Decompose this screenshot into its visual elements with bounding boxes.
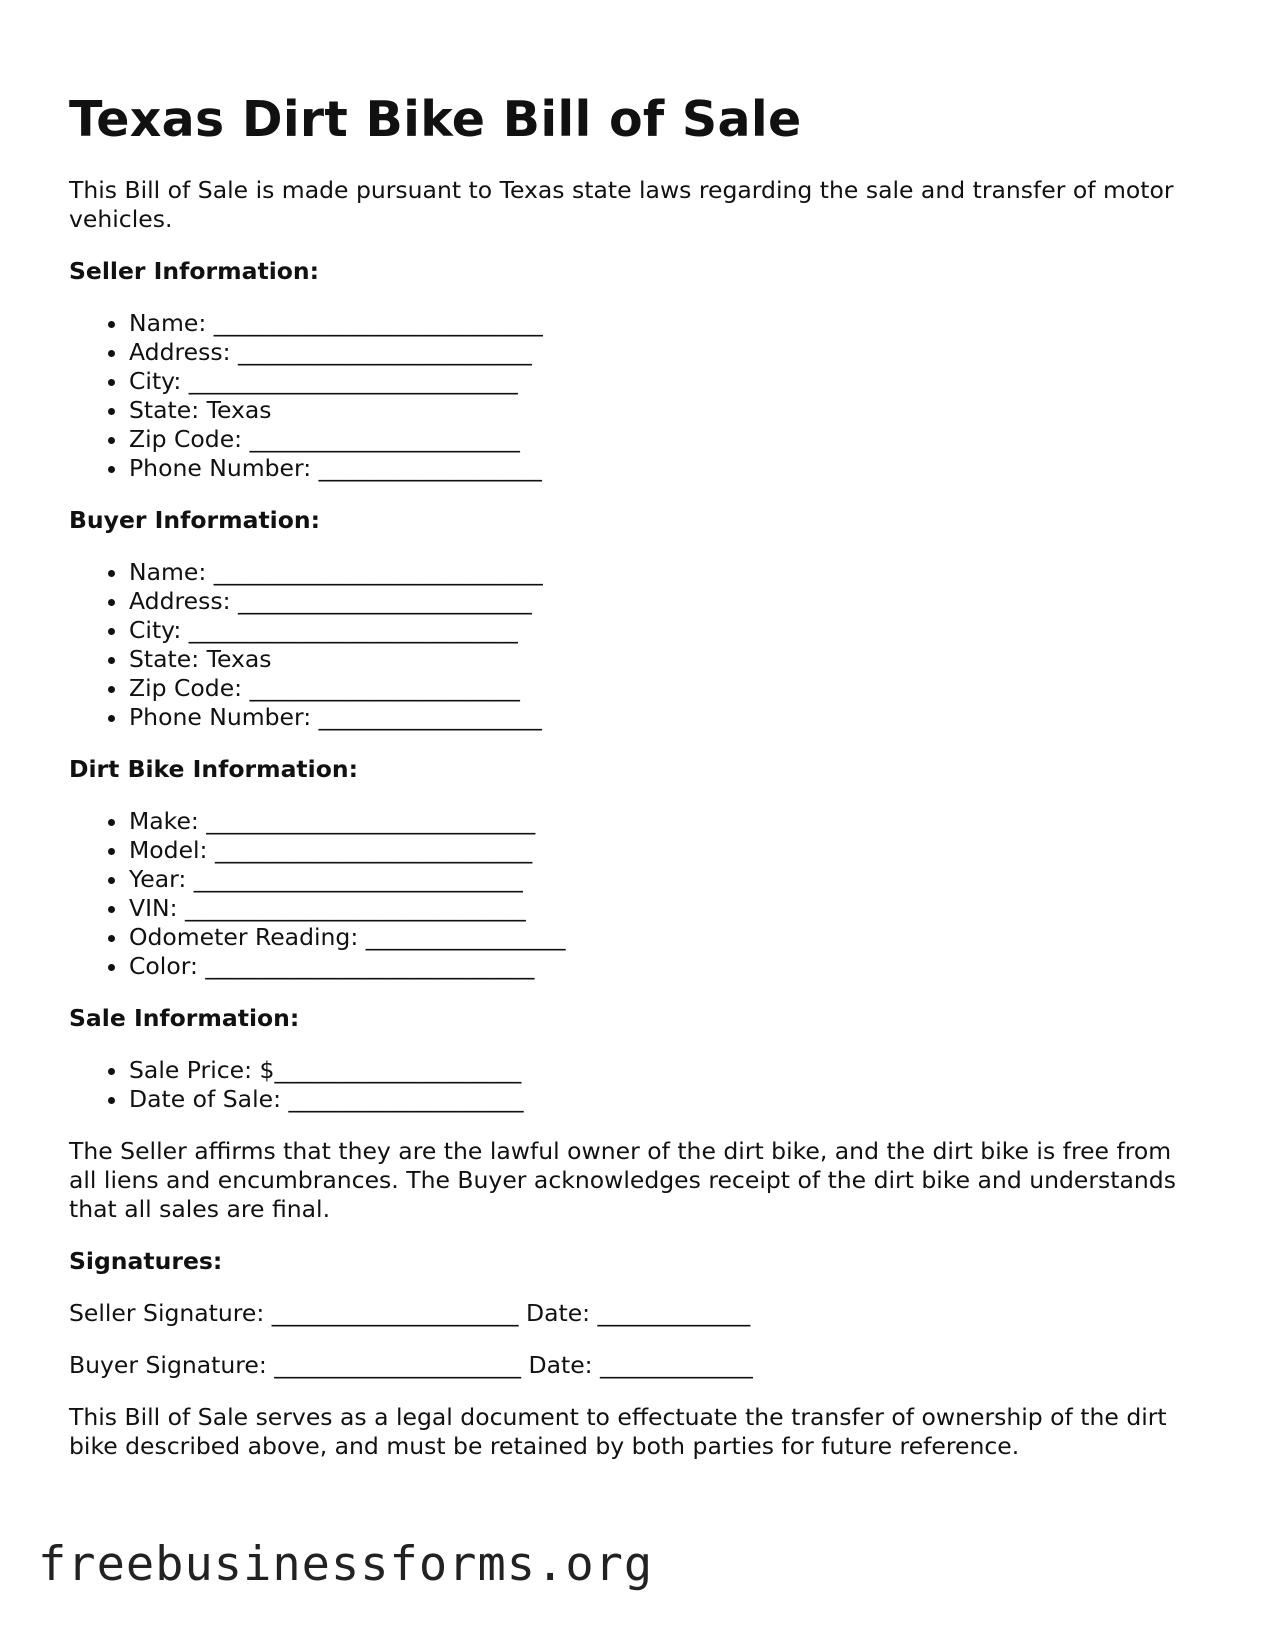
buyer-info-list <box>69 558 1199 732</box>
bike-vin-field: • VIN: _____________________________ <box>129 894 1199 923</box>
buyer-address-field: • Address: _________________________ <box>129 587 1199 616</box>
bike-odometer-field: • Odometer Reading: _________________ <box>129 923 1199 952</box>
sale-price-field: • Sale Price: $_____________________ <box>129 1056 1199 1085</box>
buyer-name-field: • Name: ____________________________ <box>129 558 1199 587</box>
seller-signature-line: Seller Signature: _____________________ Date: _____________ <box>69 1299 751 1327</box>
seller-phone-field: • Phone Number: ___________________ <box>129 454 1199 483</box>
affirmation-paragraph: The Seller affirms that they are the lawful owner of the dirt bike, and the dirt bike is free from all liens and encumbrances. The Buyer acknowledges receipt of the dirt bike and understands that all sales are final. <box>69 1137 1176 1223</box>
sale-date-field: • Date of Sale: ____________________ <box>129 1085 1199 1114</box>
seller-state-field: • State: Texas <box>129 396 1199 425</box>
signatures-heading: Signatures: <box>69 1247 223 1275</box>
bike-section-heading: Dirt Bike Information: <box>69 755 358 783</box>
buyer-city-field: • City: ____________________________ <box>129 616 1199 645</box>
seller-info-list <box>69 309 1199 483</box>
buyer-zip-field: • Zip Code: _______________________ <box>129 674 1199 703</box>
sale-section-heading: Sale Information: <box>69 1004 300 1032</box>
seller-city-field: • City: ____________________________ <box>129 367 1199 396</box>
seller-zip-field: • Zip Code: _______________________ <box>129 425 1199 454</box>
site-logo-watermark: freebusinessforms.org <box>38 1537 654 1592</box>
document-title: Texas Dirt Bike Bill of Sale <box>69 91 802 148</box>
buyer-state-field: • State: Texas <box>129 645 1199 674</box>
closing-paragraph: This Bill of Sale serves as a legal document to effectuate the transfer of ownership of the dirt bike described above, and must be retained by both parties for future reference. <box>69 1403 1167 1460</box>
buyer-phone-field: • Phone Number: ___________________ <box>129 703 1199 732</box>
buyer-signature-line: Buyer Signature: _____________________ Date: _____________ <box>69 1351 753 1379</box>
document-page <box>69 80 1199 1461</box>
seller-address-field: • Address: _________________________ <box>129 338 1199 367</box>
sale-info-list <box>69 1056 1199 1114</box>
seller-name-field: • Name: ____________________________ <box>129 309 1199 338</box>
bike-model-field: • Model: ___________________________ <box>129 836 1199 865</box>
bike-color-field: • Color: ____________________________ <box>129 952 1199 981</box>
bike-year-field: • Year: ____________________________ <box>129 865 1199 894</box>
seller-section-heading: Seller Information: <box>69 257 320 285</box>
buyer-section-heading: Buyer Information: <box>69 506 321 534</box>
intro-paragraph: This Bill of Sale is made pursuant to Texas state laws regarding the sale and transfer of motor vehicles. <box>69 176 1174 233</box>
bike-info-list <box>69 807 1199 981</box>
bike-make-field: • Make: ____________________________ <box>129 807 1199 836</box>
